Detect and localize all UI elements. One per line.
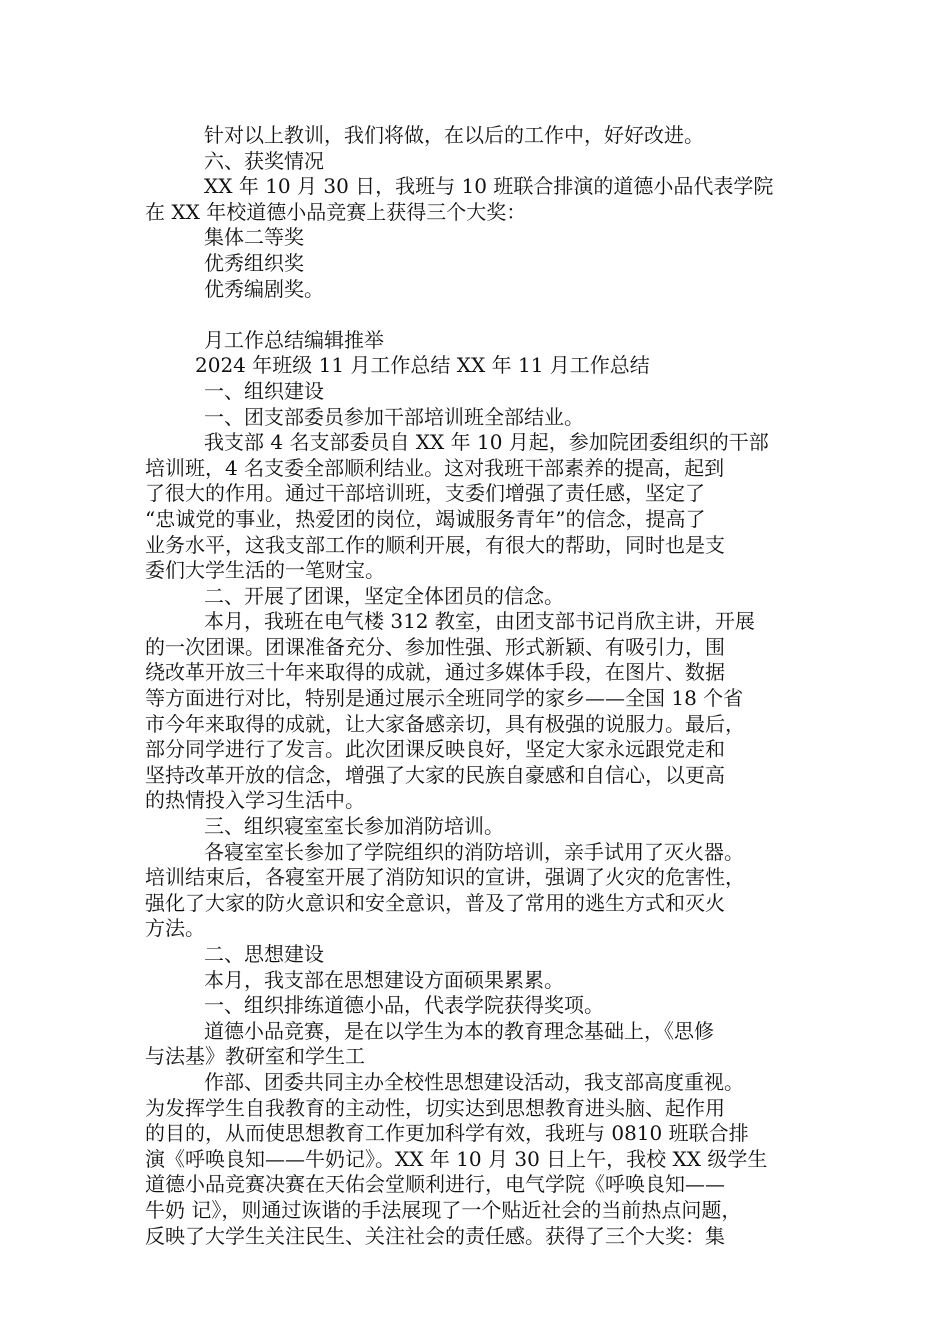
- paragraph-line: 集体二等奖: [204, 225, 304, 250]
- paragraph-line: 本月，我班在电气楼 312 教室，由团支部书记肖欣主讲，开展: [204, 609, 755, 634]
- paragraph-line: 演《呼唤良知——牛奶记》。XX 年 10 月 30 日上午，我校 XX 级学生: [145, 1146, 768, 1171]
- paragraph-line: 一、团支部委员参加干部培训班全部结业。: [204, 404, 584, 429]
- paragraph-line: 牛奶 记》，则通过诙谐的手法展现了一个贴近社会的当前热点问题，: [145, 1197, 742, 1222]
- paragraph-line: 2024 年班级 11 月工作总结 XX 年 11 月工作总结: [195, 353, 650, 378]
- paragraph-line: 反映了大学生关注民生、关注社会的责任感。获得了三个大奖：集: [145, 1223, 725, 1248]
- paragraph-line: 为发挥学生自我教育的主动性，切实达到思想教育进头脑、起作用: [145, 1095, 725, 1120]
- paragraph-line: 了很大的作用。通过干部培训班，支委们增强了责任感，坚定了: [145, 481, 705, 506]
- paragraph-line: 培训班，4 名支委全部顺利结业。这对我班干部素养的提高，起到: [145, 455, 725, 480]
- paragraph-line: 的目的，从而使思想教育工作更加科学有效，我班与 0810 班联合排: [145, 1121, 749, 1146]
- paragraph-line: 绕改革开放三十年来取得的成就，通过多媒体手段，在图片、数据: [145, 660, 725, 685]
- paragraph-line: 针对以上教训，我们将做，在以后的工作中，好好改进。: [204, 123, 704, 147]
- paragraph-line: 培训结束后，各寝室开展了消防知识的宣讲，强调了火灾的危害性，: [145, 865, 745, 890]
- paragraph-line: 道德小品竞赛决赛在天佑会堂顺利进行，电气学院《呼唤良知——: [145, 1172, 725, 1197]
- paragraph-line: 作部、团委共同主办全校性思想建设活动，我支部高度重视。: [204, 1069, 744, 1094]
- paragraph-line: 等方面进行对比，特别是通过展示全班同学的家乡——全国 18 个省: [145, 686, 744, 711]
- paragraph-line: 我支部 4 名支部委员自 XX 年 10 月起，参加院团委组织的干部: [204, 430, 769, 455]
- paragraph-line: 在 XX 年校道德小品竞赛上获得三个大奖：: [145, 199, 527, 224]
- paragraph-line: 优秀编剧奖。: [204, 276, 324, 301]
- paragraph-line: XX 年 10 月 30 日，我班与 10 班联合排演的道德小品代表学院: [204, 174, 774, 199]
- paragraph-line: 三、组织寝室室长参加消防培训。: [204, 814, 504, 839]
- paragraph-line: “忠诚党的事业，热爱团的岗位，竭诚服务青年”的信念，提高了: [145, 506, 706, 531]
- paragraph-line: 的热情投入学习生活中。: [145, 788, 365, 813]
- paragraph-line: 一、组织排练道德小品，代表学院获得奖项。: [204, 993, 604, 1018]
- paragraph-line: 各寝室室长参加了学院组织的消防培训，亲手试用了灭火器。: [204, 839, 744, 864]
- paragraph-line: 强化了大家的防火意识和安全意识，普及了常用的逃生方式和灭火: [145, 890, 725, 915]
- paragraph-line: 方法。: [145, 916, 205, 941]
- document-body: [145, 123, 815, 1249]
- paragraph-line: 本月，我支部在思想建设方面硕果累累。: [204, 967, 564, 992]
- paragraph-line: 部分同学进行了发言。此次团课反映良好，坚定大家永远跟党走和: [145, 737, 725, 762]
- paragraph-line: 一、组织建设: [204, 378, 324, 403]
- paragraph-line: 优秀组织奖: [204, 250, 304, 275]
- paragraph-line: 委们大学生活的一笔财宝。: [145, 558, 385, 583]
- blank-line: [145, 302, 815, 328]
- paragraph-line: 与法基》教研室和学生工: [145, 1044, 365, 1069]
- paragraph-line: 道德小品竞赛，是在以学生为本的教育理念基础上，《思修: [204, 1018, 714, 1043]
- paragraph-line: 二、思想建设: [204, 942, 324, 966]
- paragraph-line: 月工作总结编辑推举: [204, 327, 384, 352]
- paragraph-line: 业务水平，这我支部工作的顺利开展，有很大的帮助，同时也是支: [145, 532, 725, 557]
- paragraph-line: 的一次团课。团课准备充分、参加性强、形式新颖、有吸引力，围: [145, 634, 725, 659]
- paragraph-line: 坚持改革开放的信念，增强了大家的民族自豪感和自信心，以更高: [145, 762, 725, 787]
- paragraph-line: 六、获奖情况: [204, 148, 324, 173]
- paragraph-line: 市今年来取得的成就，让大家备感亲切，具有极强的说服力。最后，: [145, 711, 745, 736]
- paragraph-line: 二、开展了团课，坚定全体团员的信念。: [204, 583, 564, 608]
